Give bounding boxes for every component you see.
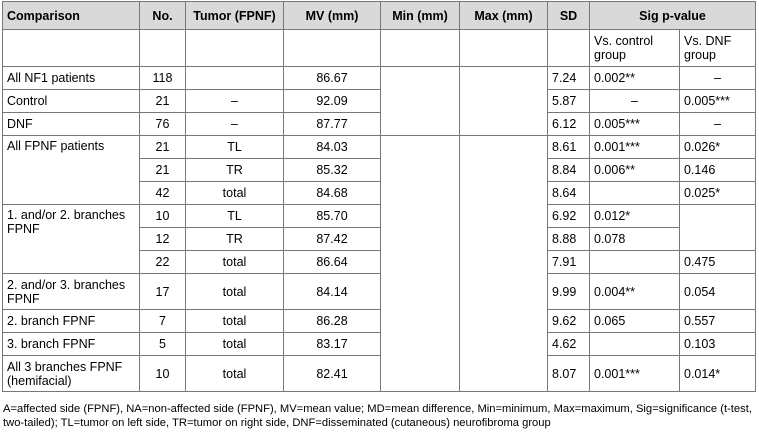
cell-max-blank-top	[460, 67, 548, 136]
cell-comparison: Control	[3, 90, 140, 113]
header-min: Min (mm)	[381, 2, 460, 30]
cell-no: 7	[140, 310, 186, 333]
header-sig: Sig p-value	[590, 2, 756, 30]
cell-no: 21	[140, 159, 186, 182]
cell-no: 12	[140, 228, 186, 251]
cell-tumor: total	[186, 182, 284, 205]
cell-tumor: TL	[186, 136, 284, 159]
cell-p-control	[590, 333, 680, 356]
cell-no: 22	[140, 251, 186, 274]
table-cell	[381, 30, 460, 67]
table-cell	[140, 30, 186, 67]
cell-sd: 6.12	[548, 113, 590, 136]
cell-mv: 86.28	[284, 310, 381, 333]
table-row	[3, 136, 756, 159]
cell-p-dnf	[680, 205, 756, 251]
cell-mv: 82.41	[284, 356, 381, 392]
header-max: Max (mm)	[460, 2, 548, 30]
cell-comparison: All 3 branches FPNF (hemifacial)	[3, 356, 140, 392]
cell-comparison: DNF	[3, 113, 140, 136]
cell-p-control: 0.006**	[590, 159, 680, 182]
table-row	[3, 90, 756, 113]
cell-no: 21	[140, 90, 186, 113]
cell-sd: 6.92	[548, 205, 590, 228]
header-sd: SD	[548, 2, 590, 30]
cell-p-dnf: 0.005***	[680, 90, 756, 113]
cell-p-control: 0.001***	[590, 136, 680, 159]
table-row	[3, 310, 756, 333]
table-cell	[284, 30, 381, 67]
cell-tumor: –	[186, 113, 284, 136]
cell-no: 21	[140, 136, 186, 159]
cell-p-control: 0.012*	[590, 205, 680, 228]
cell-no: 5	[140, 333, 186, 356]
cell-tumor: total	[186, 310, 284, 333]
cell-sd: 8.07	[548, 356, 590, 392]
cell-tumor: total	[186, 333, 284, 356]
cell-p-dnf: 0.146	[680, 159, 756, 182]
table-cell	[548, 30, 590, 67]
results-table-container	[2, 1, 756, 392]
cell-p-control: 0.001***	[590, 356, 680, 392]
cell-sd: 4.62	[548, 333, 590, 356]
cell-tumor: total	[186, 274, 284, 310]
header-comparison: Comparison	[3, 2, 140, 30]
cell-mv: 84.68	[284, 182, 381, 205]
table-cell	[186, 30, 284, 67]
table-row	[3, 205, 756, 228]
cell-p-control	[590, 251, 680, 274]
cell-no: 17	[140, 274, 186, 310]
cell-tumor: TR	[186, 228, 284, 251]
cell-p-control: –	[590, 90, 680, 113]
cell-sd: 9.99	[548, 274, 590, 310]
cell-comparison: All FPNF patients	[3, 136, 140, 205]
cell-sd: 7.24	[548, 67, 590, 90]
cell-tumor: TR	[186, 159, 284, 182]
cell-no: 118	[140, 67, 186, 90]
cell-min-blank-top	[381, 67, 460, 136]
cell-p-dnf: 0.014*	[680, 356, 756, 392]
cell-sd: 8.84	[548, 159, 590, 182]
header-mv: MV (mm)	[284, 2, 381, 30]
cell-p-control: 0.065	[590, 310, 680, 333]
subheader-row	[3, 30, 756, 67]
cell-p-dnf: 0.025*	[680, 182, 756, 205]
cell-tumor	[186, 67, 284, 90]
cell-p-dnf: 0.475	[680, 251, 756, 274]
cell-p-dnf: 0.054	[680, 274, 756, 310]
subheader-vs-control: Vs. control group	[590, 30, 680, 67]
cell-sd: 8.64	[548, 182, 590, 205]
cell-p-dnf: –	[680, 67, 756, 90]
cell-mv: 87.42	[284, 228, 381, 251]
cell-mv: 85.32	[284, 159, 381, 182]
cell-max-blank-bottom	[460, 136, 548, 392]
table-cell	[460, 30, 548, 67]
cell-mv: 83.17	[284, 333, 381, 356]
cell-min-blank-bottom	[381, 136, 460, 392]
cell-p-dnf: 0.557	[680, 310, 756, 333]
header-tumor: Tumor (FPNF)	[186, 2, 284, 30]
table-footnote: A=affected side (FPNF), NA=non-affected side (FPNF), MV=mean value; MD=mean difference, Min=minimum, Max=maximum, Sig=significance (t-test, two-tailed); TL=tumor on left side, TR=tumor on right side, DNF=disseminated (cutaneous) neurofibroma group	[3, 403, 752, 429]
cell-sd: 9.62	[548, 310, 590, 333]
cell-p-dnf: 0.026*	[680, 136, 756, 159]
cell-comparison: 2. branch FPNF	[3, 310, 140, 333]
header-row	[3, 2, 756, 30]
cell-p-control: 0.005***	[590, 113, 680, 136]
subheader-vs-dnf: Vs. DNF group	[680, 30, 756, 67]
cell-mv: 92.09	[284, 90, 381, 113]
cell-tumor: total	[186, 356, 284, 392]
cell-mv: 84.03	[284, 136, 381, 159]
table-row	[3, 67, 756, 90]
cell-mv: 87.77	[284, 113, 381, 136]
cell-p-dnf: –	[680, 113, 756, 136]
cell-p-control	[590, 182, 680, 205]
cell-mv: 84.14	[284, 274, 381, 310]
cell-tumor: total	[186, 251, 284, 274]
cell-sd: 8.88	[548, 228, 590, 251]
table-cell	[3, 30, 140, 67]
cell-sd: 5.87	[548, 90, 590, 113]
results-table	[2, 1, 756, 392]
cell-tumor: –	[186, 90, 284, 113]
table-row	[3, 356, 756, 392]
cell-comparison: All NF1 patients	[3, 67, 140, 90]
cell-no: 10	[140, 205, 186, 228]
cell-p-control: 0.002**	[590, 67, 680, 90]
cell-tumor: TL	[186, 205, 284, 228]
cell-comparison: 1. and/or 2. branches FPNF	[3, 205, 140, 274]
cell-mv: 86.67	[284, 67, 381, 90]
cell-no: 10	[140, 356, 186, 392]
cell-no: 76	[140, 113, 186, 136]
cell-p-control: 0.004**	[590, 274, 680, 310]
cell-p-control: 0.078	[590, 228, 680, 251]
table-row	[3, 274, 756, 310]
cell-comparison: 3. branch FPNF	[3, 333, 140, 356]
cell-sd: 7.91	[548, 251, 590, 274]
cell-comparison: 2. and/or 3. branches FPNF	[3, 274, 140, 310]
header-no: No.	[140, 2, 186, 30]
cell-no: 42	[140, 182, 186, 205]
table-row	[3, 333, 756, 356]
cell-mv: 85.70	[284, 205, 381, 228]
cell-p-dnf: 0.103	[680, 333, 756, 356]
table-row	[3, 113, 756, 136]
cell-mv: 86.64	[284, 251, 381, 274]
cell-sd: 8.61	[548, 136, 590, 159]
